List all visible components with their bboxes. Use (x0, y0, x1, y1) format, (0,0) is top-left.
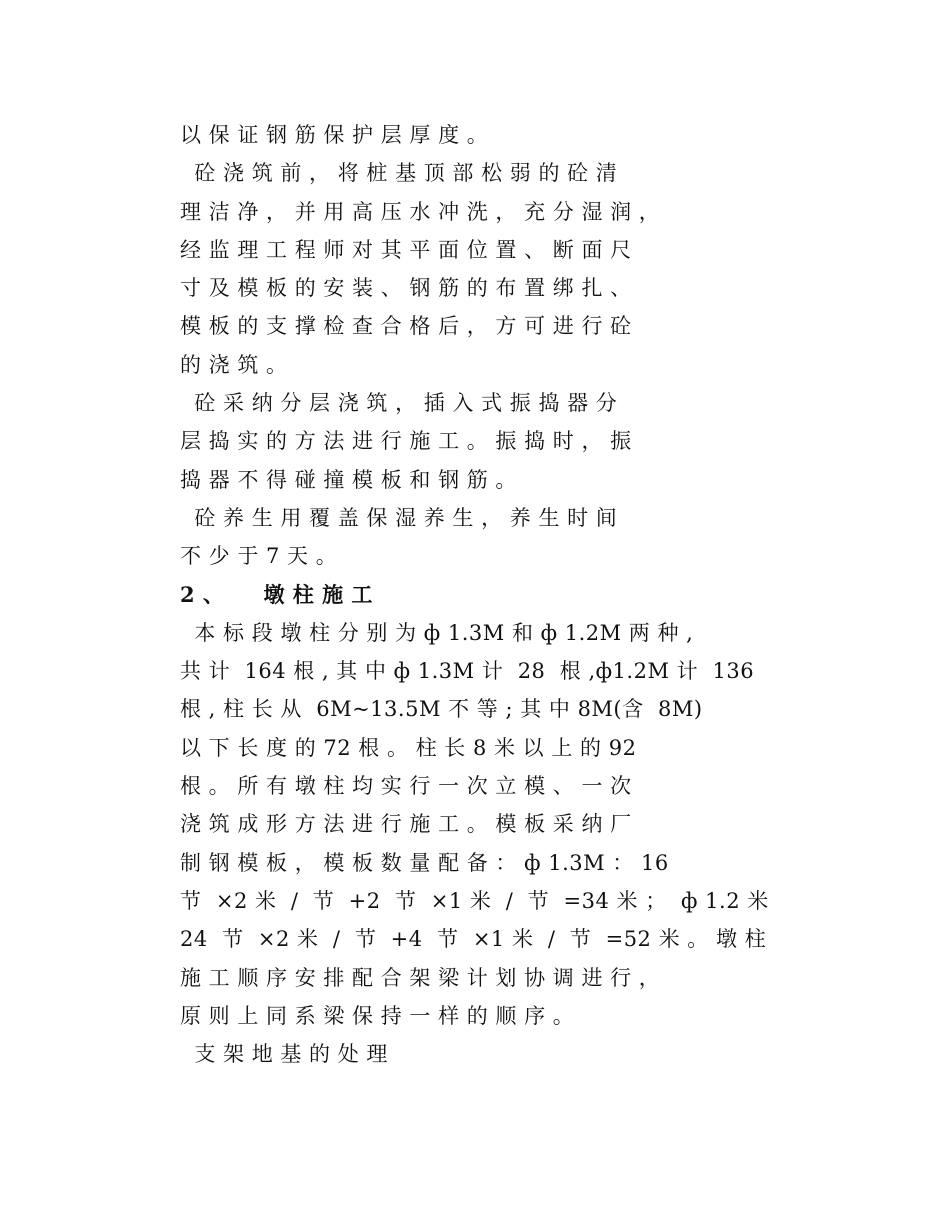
text-line: 根 , 柱 长 从 6M~13.5M 不 等 ; 其 中 8M(含 8M) (180, 697, 703, 722)
text-line: 理 洁 净 ， 并 用 高 压 水 冲 洗 ， 充 分 湿 润 ， (180, 199, 661, 224)
text-line: 层 捣 实 的 方 法 进 行 施 工 。 振 捣 时 ， 振 (180, 429, 632, 454)
text-line: 砼 养 生 用 覆 盖 保 湿 养 生 ， 养 生 时 间 (180, 505, 618, 530)
text-line: 经 监 理 工 程 师 对 其 平 面 位 置 、 断 面 尺 (180, 237, 632, 262)
text-line: 浇 筑 成 形 方 法 进 行 施 工 。 模 板 采 纳 厂 (180, 812, 632, 837)
text-line: 以 保 证 钢 筋 保 护 层 厚 度 。 (180, 123, 489, 147)
section-heading: 2 、 墩 柱 施 工 (180, 581, 373, 607)
text-line: 模 板 的 支 撑 检 查 合 格 后 ， 方 可 进 行 砼 (180, 314, 632, 339)
text-line: 砼 浇 筑 前 ， 将 桩 基 顶 部 松 弱 的 砼 清 (180, 161, 618, 186)
text-line: 的 浇 筑 。 (180, 352, 288, 377)
text-line: 以 下 长 度 的 72 根 。 柱 长 8 米 以 上 的 92 (180, 735, 637, 760)
text-line: 砼 采 纳 分 层 浇 筑 ， 插 入 式 振 捣 器 分 (180, 391, 618, 416)
document-body (180, 116, 860, 1073)
text-line: 根 。 所 有 墩 柱 均 实 行 一 次 立 模 、 一 次 (180, 774, 632, 799)
text-line: 共 计 164 根 , 其 中 ф 1.3M 计 28 根 ,ф1.2M 计 136 (180, 659, 755, 684)
text-line: 原 则 上 同 系 梁 保 持 一 样 的 顺 序 。 (180, 1003, 575, 1028)
text-line: 施 工 顺 序 安 排 配 合 架 梁 计 划 协 调 进 行 ， (180, 965, 661, 990)
text-line: 24 节 ×2 米 / 节 +4 节 ×1 米 / 节 =52 米 。 墩 柱 (180, 927, 767, 952)
text-line: 捣 器 不 得 碰 撞 模 板 和 钢 筋 。 (180, 467, 517, 492)
text-line: 寸 及 模 板 的 安 装 、 钢 筋 的 布 置 绑 扎 、 (180, 276, 632, 301)
text-line: 支 架 地 基 的 处 理 (180, 1042, 388, 1067)
text-line: 不 少 于 7 天 。 (180, 544, 338, 569)
text-line: 节 ×2 米 / 节 +2 节 ×1 米 / 节 =34 米 ； ф 1.2 米 (180, 888, 769, 913)
text-line: 本 标 段 墩 柱 分 别 为 ф 1.3M 和 ф 1.2M 两 种 , (180, 620, 694, 645)
text-line: 制 钢 模 板 ， 模 板 数 量 配 备 ： ф 1.3M ： 16 (180, 850, 669, 875)
